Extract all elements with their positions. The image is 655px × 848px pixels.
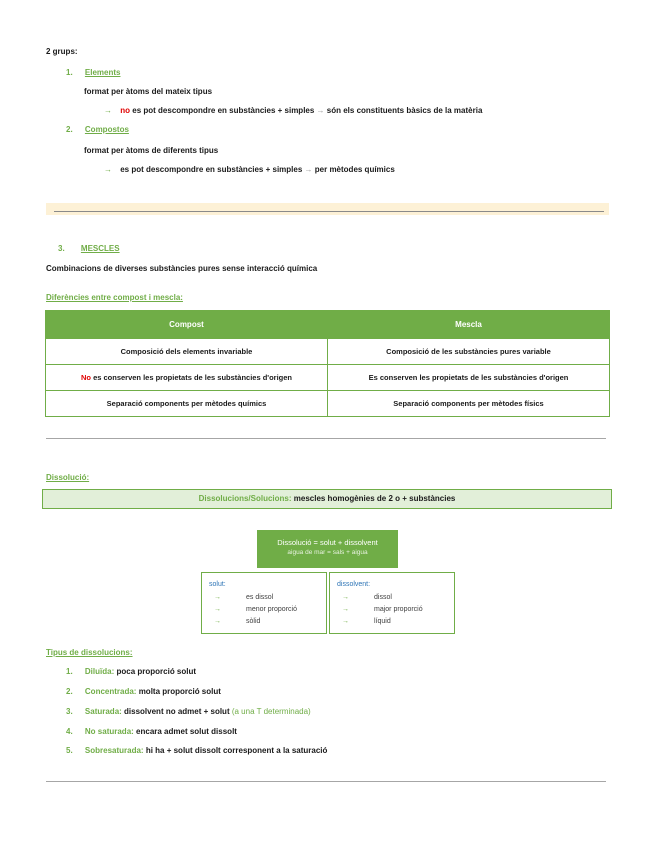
- dissolucio-title[interactable]: Dissolució:: [46, 473, 90, 482]
- arrow-right-icon: →: [104, 106, 112, 115]
- elements-desc: format per àtoms del mateix tipus: [84, 87, 213, 96]
- arrow-right-icon: →: [342, 618, 349, 625]
- list-item: [66, 687, 221, 696]
- table-cell: [46, 391, 328, 417]
- mescles-link[interactable]: MESCLES: [80, 244, 120, 253]
- table-cell: Separació components per mètodes físics: [328, 391, 610, 417]
- compostos-link[interactable]: Compostos: [84, 125, 129, 134]
- table-row: [46, 365, 610, 391]
- definition-text: mescles homogènies de 2 o + substàncies: [291, 494, 456, 503]
- dissolvent-title: dissolvent:: [337, 581, 371, 588]
- group-compostos: [66, 125, 129, 134]
- list-number: 5.: [66, 746, 73, 755]
- dissolvent-item: dissol: [374, 594, 392, 601]
- item-note: (a una T determinada): [231, 707, 311, 716]
- item-label: Diluïda:: [84, 667, 115, 676]
- detail-result: són els constituents bàsics de la matèria: [326, 106, 483, 115]
- table-row: [46, 391, 610, 417]
- item-text: molta proporció solut: [136, 687, 221, 696]
- dissolvent-item: major proporció: [374, 606, 423, 613]
- arrow-right-icon: →: [342, 594, 349, 601]
- arrow-right-icon: →: [214, 606, 221, 613]
- list-number: 4.: [66, 727, 73, 736]
- arrow-right-icon: →: [342, 606, 349, 613]
- item-text: hi ha + solut dissolt corresponent a la saturació: [143, 746, 328, 755]
- list-number: 3.: [58, 244, 65, 253]
- solut-item: sòlid: [246, 618, 261, 625]
- definition-box: [42, 489, 612, 509]
- cell-text: Separació components per mètodes químics: [106, 399, 267, 408]
- item-text: poca proporció solut: [114, 667, 197, 676]
- header-mescla: Mescla: [328, 311, 610, 339]
- dissolvent-box: [329, 572, 455, 634]
- list-number: 2.: [66, 125, 73, 134]
- list-item: [66, 746, 327, 755]
- item-label: Concentrada:: [84, 687, 137, 696]
- arrow-right-icon: →: [104, 165, 112, 174]
- negation-text: No: [80, 373, 91, 382]
- compostos-desc: format per àtoms de diferents tipus: [84, 146, 219, 155]
- item-text: encara admet solut dissolt: [133, 727, 237, 736]
- solut-title: solut:: [209, 581, 226, 588]
- solut-box: [201, 572, 327, 634]
- table-cell: Es conserven les propietats de les substàncies d'origen: [328, 365, 610, 391]
- section-mescles: [58, 244, 120, 253]
- formula-box: [257, 530, 398, 568]
- comparison-table: [45, 310, 610, 417]
- list-number: 1.: [66, 68, 73, 77]
- elements-detail: [104, 106, 482, 115]
- dissolvent-item: líquid: [374, 618, 391, 625]
- highlight-band: [46, 203, 609, 215]
- definition-label: Dissolucions/Solucions:: [198, 494, 292, 503]
- arrow-right-icon: →: [304, 165, 313, 174]
- comparison-title[interactable]: Diferències entre compost i mescla:: [46, 293, 183, 302]
- detail-result: per mètodes químics: [314, 165, 395, 174]
- table-cell: [46, 339, 328, 365]
- item-label: Saturada:: [84, 707, 122, 716]
- intro-heading: 2 grups:: [46, 47, 78, 56]
- arrow-right-icon: →: [214, 618, 221, 625]
- item-text: dissolvent no admet + solut: [121, 707, 232, 716]
- mescles-desc: Combinacions de diverses substàncies pures sense interacció química: [46, 264, 318, 273]
- detail-text: es pot descompondre en substàncies + simples: [132, 106, 315, 115]
- formula-text: Dissolució = solut + dissolvent: [277, 538, 378, 547]
- arrow-right-icon: →: [316, 106, 325, 115]
- solut-item: es dissol: [246, 594, 274, 601]
- cell-text: Composició dels elements invariable: [120, 347, 253, 356]
- list-number: 2.: [66, 687, 73, 696]
- table-cell: [46, 365, 328, 391]
- elements-link[interactable]: Elements: [84, 68, 121, 77]
- item-label: Sobresaturada:: [84, 746, 144, 755]
- divider: [54, 211, 604, 212]
- header-compost: Compost: [46, 311, 328, 339]
- arrow-right-icon: →: [214, 594, 221, 601]
- group-elements: [66, 68, 120, 77]
- list-number: 1.: [66, 667, 73, 676]
- list-item: [66, 667, 196, 676]
- solut-item: menor proporció: [246, 606, 297, 613]
- cell-text: es conserven les propietats de les substàncies d'origen: [90, 373, 293, 382]
- detail-text: es pot descompondre en substàncies + simples: [120, 165, 303, 174]
- compostos-detail: [104, 165, 395, 174]
- list-item: [66, 707, 311, 716]
- table-header-row: [46, 311, 610, 339]
- table-row: [46, 339, 610, 365]
- list-item: [66, 727, 237, 736]
- divider: [46, 781, 606, 782]
- negation-text: no: [120, 106, 131, 115]
- divider: [46, 438, 606, 439]
- item-label: No saturada:: [84, 727, 134, 736]
- formula-example: aigua de mar = sals + aigua: [287, 549, 368, 556]
- tipus-title[interactable]: Tipus de dissolucions:: [46, 648, 133, 657]
- table-cell: Composició de les substàncies pures variable: [328, 339, 610, 365]
- list-number: 3.: [66, 707, 73, 716]
